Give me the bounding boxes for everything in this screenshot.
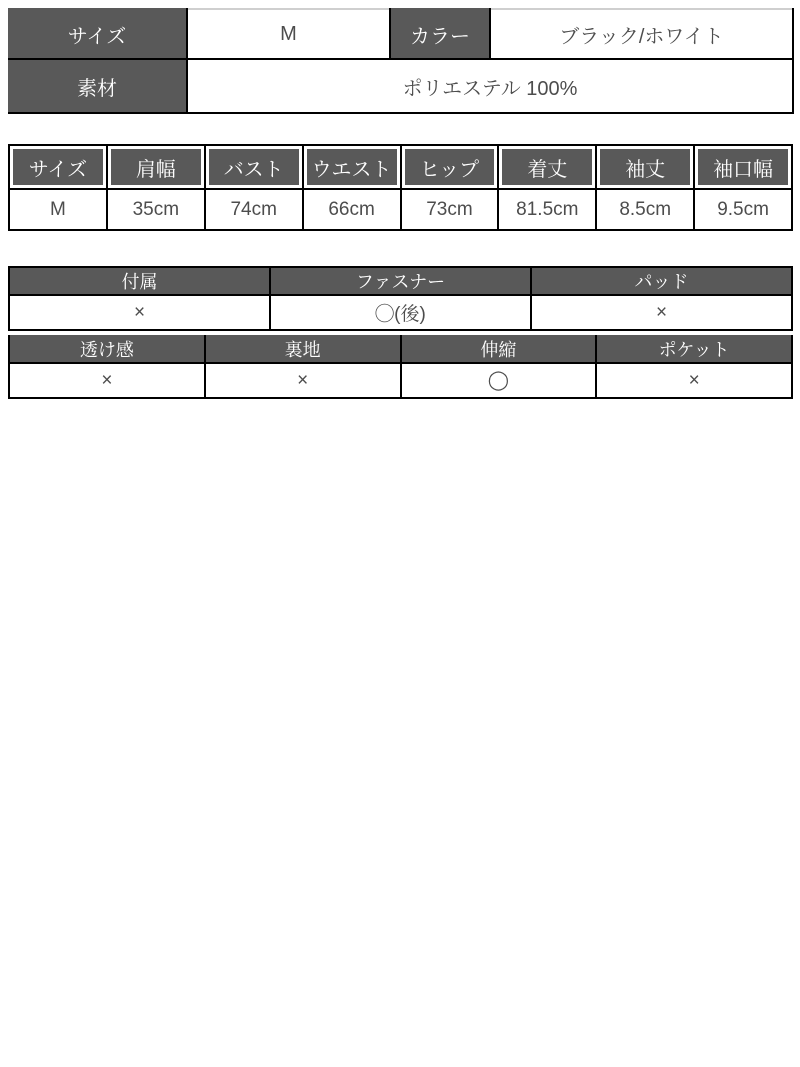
info-row-size-color — [8, 9, 793, 59]
size-label-cell: サイズ — [8, 9, 187, 59]
feature-value-sheerness: × — [9, 363, 205, 398]
feature-header-accessory: 付属 — [9, 267, 270, 295]
measurement-header-waist: ウエスト — [303, 145, 401, 189]
feature-value-accessory: × — [9, 295, 270, 330]
material-label-cell: 素材 — [8, 59, 187, 113]
measurement-value-length: 81.5cm — [498, 189, 596, 230]
info-row-material — [8, 59, 793, 113]
measurements-table — [8, 144, 793, 231]
material-value-cell: ポリエステル 100% — [187, 59, 793, 113]
measurement-header-shoulder: 肩幅 — [107, 145, 205, 189]
color-label-cell: カラー — [390, 9, 490, 59]
measurement-header-size: サイズ — [9, 145, 107, 189]
measurement-value-cuff: 9.5cm — [694, 189, 792, 230]
measurement-header-sleeve: 袖丈 — [596, 145, 694, 189]
features-bottom-header-row — [9, 335, 792, 363]
feature-header-fastener: ファスナー — [270, 267, 531, 295]
measurement-value-hip: 73cm — [401, 189, 499, 230]
product-spec-page — [8, 8, 793, 399]
measurement-value-waist: 66cm — [303, 189, 401, 230]
feature-header-sheerness: 透け感 — [9, 335, 205, 363]
feature-header-pocket: ポケット — [596, 335, 792, 363]
measurement-value-size: M — [9, 189, 107, 230]
features-top-header-row — [9, 267, 792, 295]
measurement-value-sleeve: 8.5cm — [596, 189, 694, 230]
measurement-header-bust: バスト — [205, 145, 303, 189]
color-value-cell: ブラック/ホワイト — [490, 9, 793, 59]
measurement-header-cuff: 袖口幅 — [694, 145, 792, 189]
feature-value-fastener: ◯(後) — [270, 295, 531, 330]
feature-value-stretch: ◯ — [401, 363, 597, 398]
size-value-cell: M — [187, 9, 390, 59]
feature-value-lining: × — [205, 363, 401, 398]
feature-value-pad: × — [531, 295, 792, 330]
features-table-bottom — [8, 335, 793, 399]
feature-header-lining: 裏地 — [205, 335, 401, 363]
measurement-header-length: 着丈 — [498, 145, 596, 189]
product-info-table — [8, 8, 794, 114]
measurement-header-hip: ヒップ — [401, 145, 499, 189]
feature-header-stretch: 伸縮 — [401, 335, 597, 363]
measurement-value-shoulder: 35cm — [107, 189, 205, 230]
features-bottom-value-row — [9, 363, 792, 398]
measurements-value-row — [9, 189, 792, 230]
features-top-value-row — [9, 295, 792, 330]
feature-value-pocket: × — [596, 363, 792, 398]
feature-header-pad: パッド — [531, 267, 792, 295]
measurement-value-bust: 74cm — [205, 189, 303, 230]
measurements-header-row — [9, 145, 792, 189]
features-table-top — [8, 266, 793, 331]
